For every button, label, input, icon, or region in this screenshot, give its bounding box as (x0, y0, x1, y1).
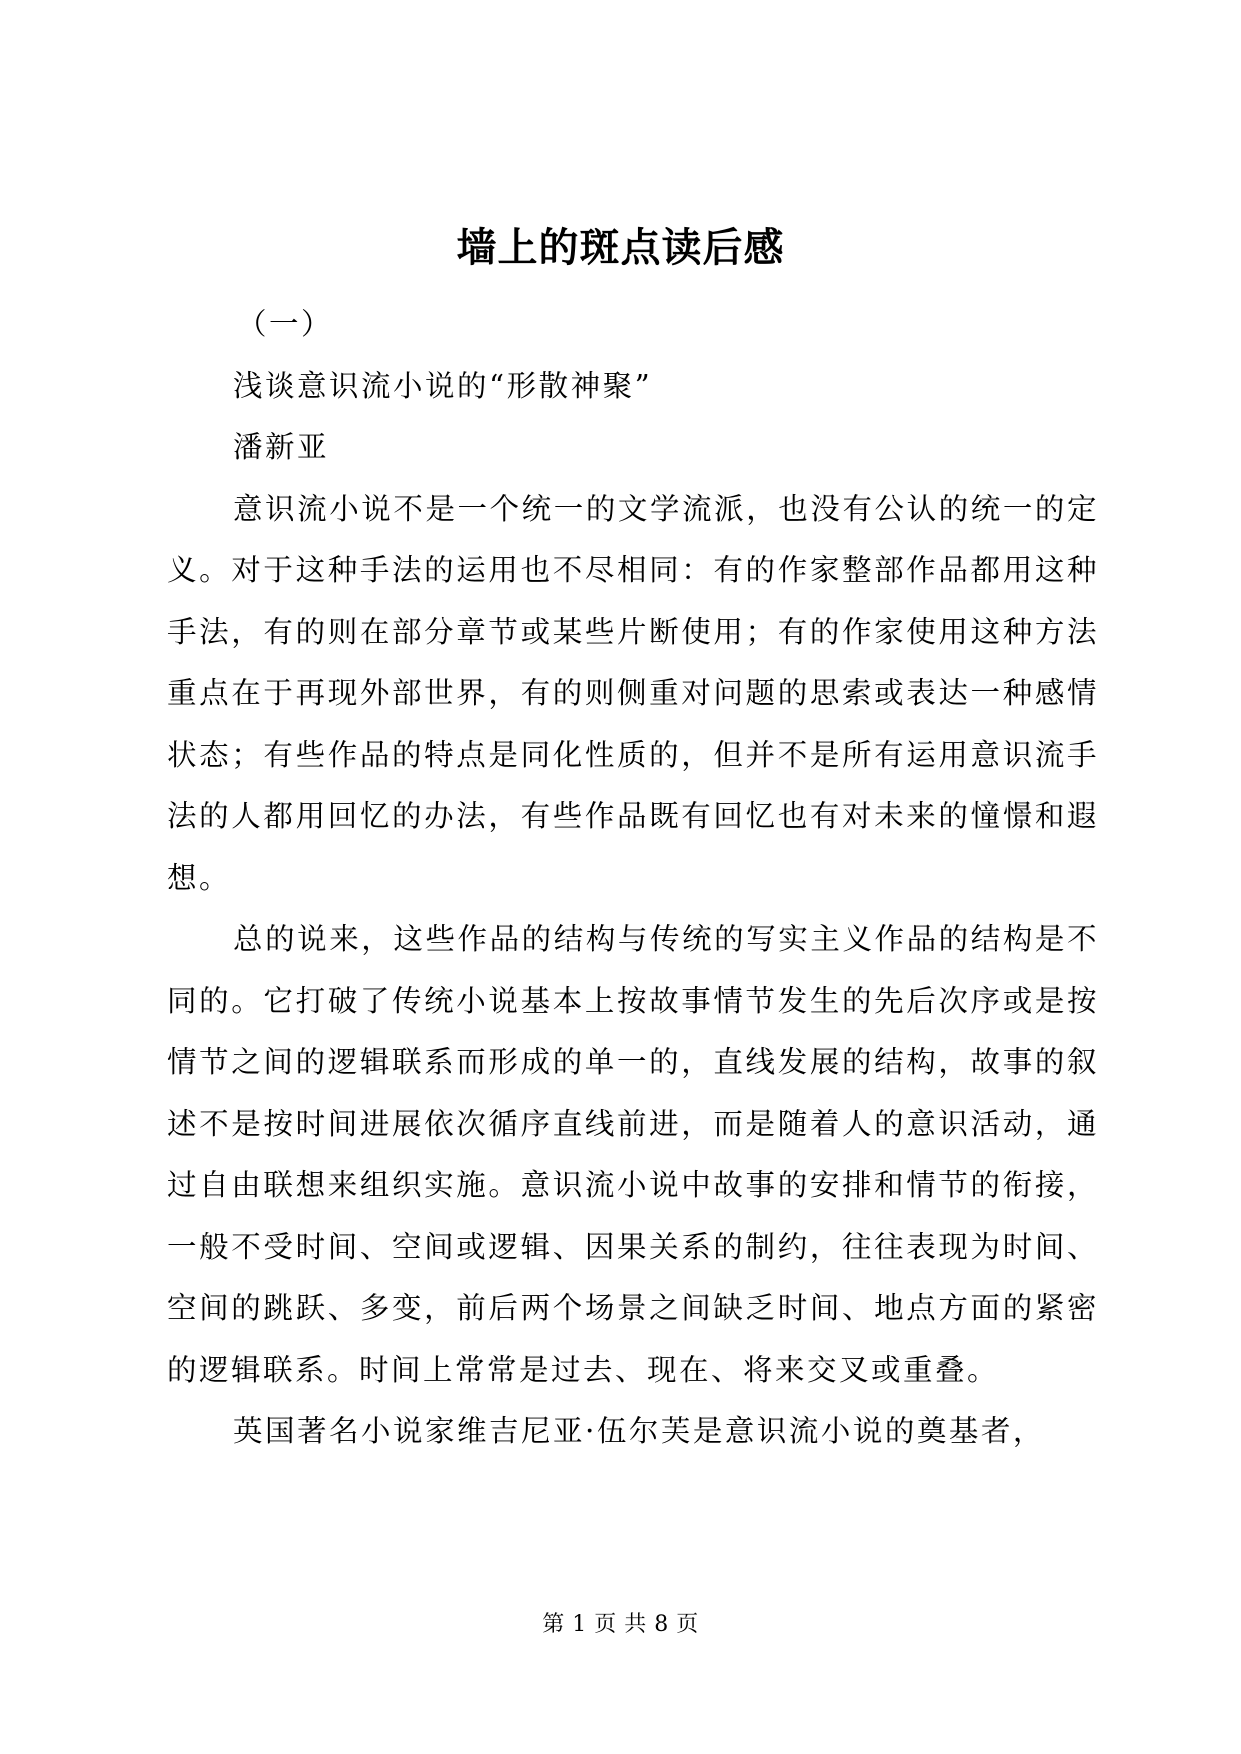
body-paragraph-2: 总的说来，这些作品的结构与传统的写实主义作品的结构是不同的。它打破了传统小说基本上按故事情节发生的先后次序或是按情节之间的逻辑联系而形成的单一的，直线发展的结构，故事的叙述不是按时间进展依次循序直线前进，而是随着人的意识活动，通过自由联想来组织实施。意识流小说中故事的安排和情节的衔接，一般不受时间、空间或逻辑、因果关系的制约，往往表现为时间、空间的跳跃、多变，前后两个场景之间缺乏时间、地点方面的紧密的逻辑联系。时间上常常是过去、现在、将来交叉或重叠。 (167, 922, 1099, 1387)
section-marker: （一） (237, 307, 334, 341)
article-author: 潘新亚 (233, 430, 330, 464)
article-subtitle: 浅谈意识流小说的“形散神聚” (233, 368, 653, 403)
document-title: 墙上的斑点读后感 (456, 224, 785, 271)
body-paragraph-3: 英国著名小说家维吉尼亚·伍尔芙是意识流小说的奠基者， (233, 1414, 1045, 1448)
document-body (167, 294, 1099, 1463)
page-footer: 第 1 页 共 8 页 (542, 1612, 699, 1637)
body-paragraph-1: 意识流小说不是一个统一的文学流派，也没有公认的统一的定义。对于这种手法的运用也不尽相同：有的作家整部作品都用这种手法，有的则在部分章节或某些片断使用；有的作家使用这种方法重点在于再现外部世界，有的则侧重对问题的思索或表达一种感情状态；有些作品的特点是同化性质的，但并不是所有运用意识流手法的人都用回忆的办法，有些作品既有回忆也有对未来的憧憬和遐想。 (167, 491, 1099, 895)
